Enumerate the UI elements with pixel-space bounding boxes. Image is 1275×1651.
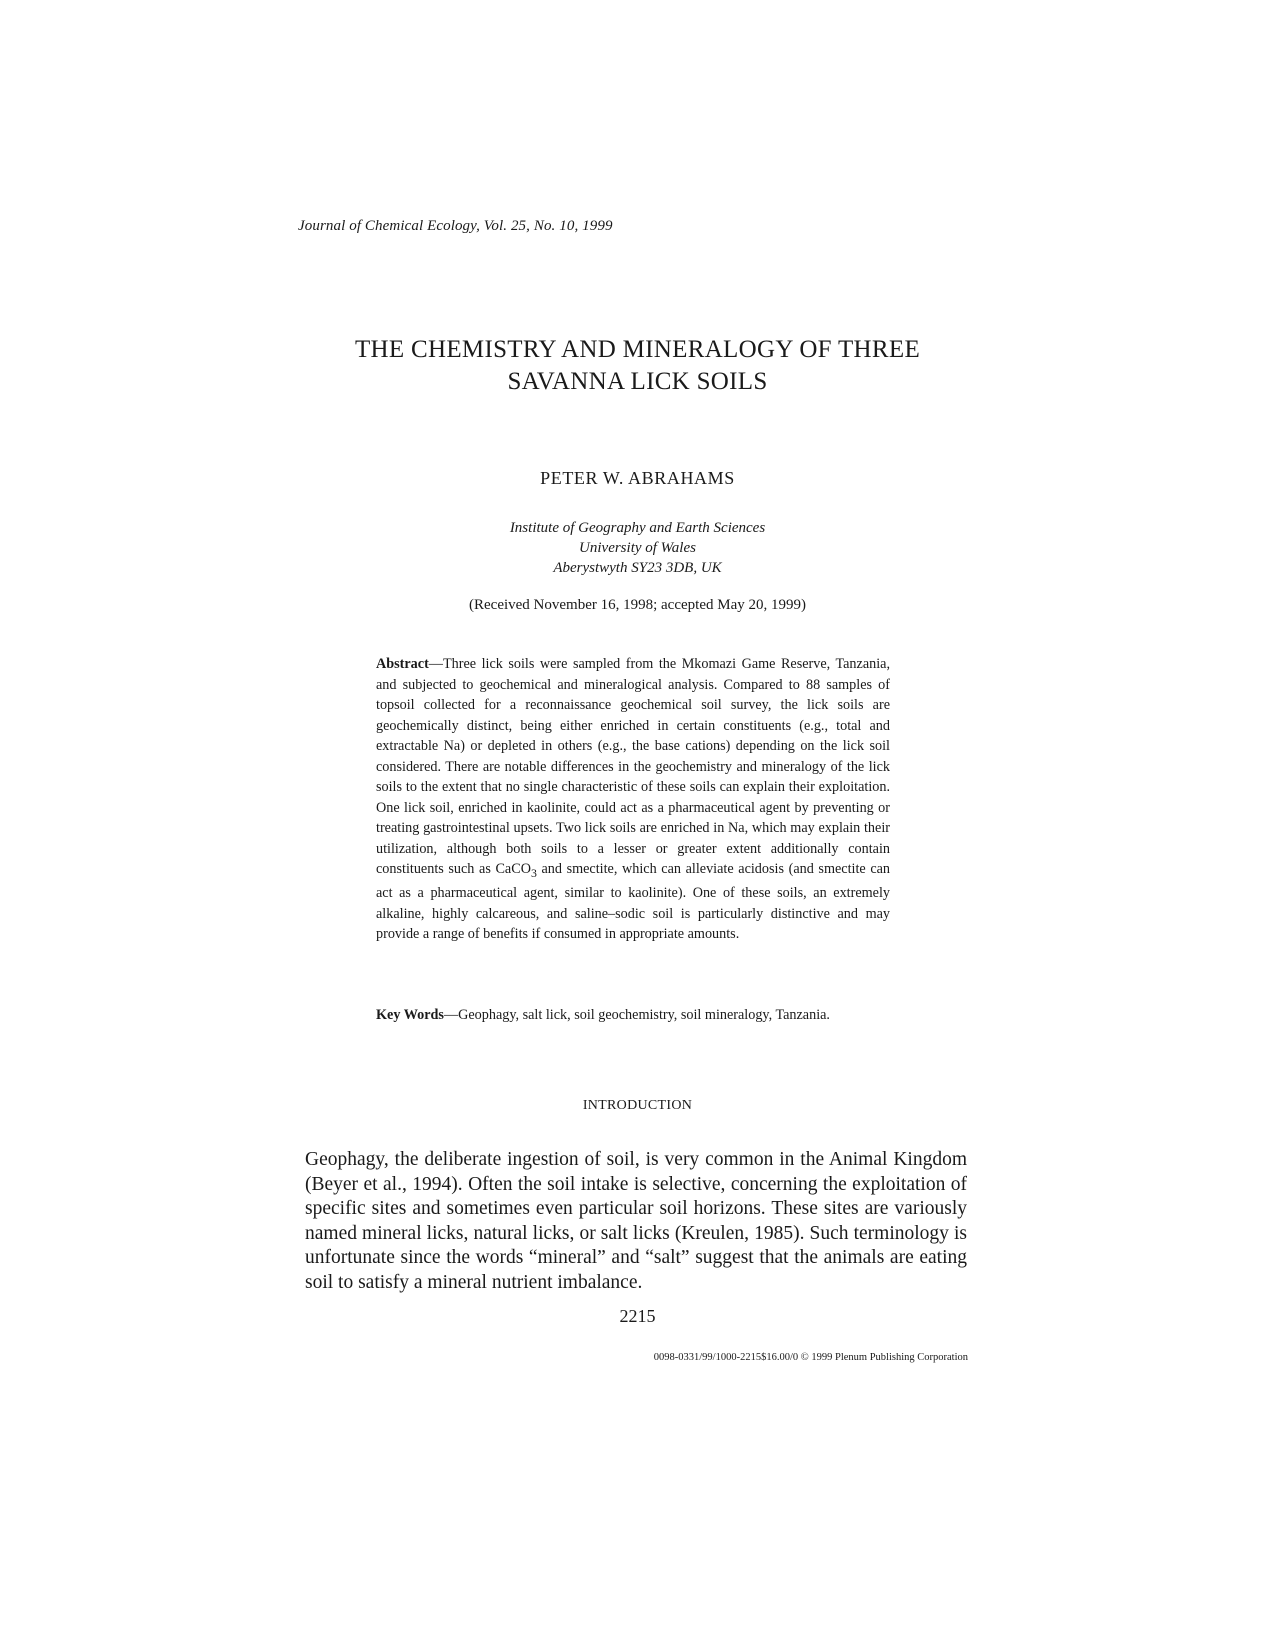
page-number: 2215 (619, 1306, 656, 1326)
key-words-text: —Geophagy, salt lick, soil geochemistry, soil mineralogy, Tanzania. (443, 1007, 830, 1023)
received-dates: (Received November 16, 1998; accepted May 20, 1999) (469, 597, 806, 613)
affiliation-line-1: Institute of Geography and Earth Sciences (509, 520, 766, 536)
affiliation-line-3: Aberystwyth SY23 3DB, UK (553, 560, 722, 576)
key-words-label: Key Words (376, 1007, 444, 1023)
abstract-formula: CaCO (495, 861, 531, 877)
affiliation (0, 518, 1275, 578)
author-name: PETER W. ABRAHAMS (540, 468, 735, 488)
section-heading-introduction: INTRODUCTION (582, 1098, 693, 1113)
key-words (376, 1005, 890, 1026)
article-title (0, 334, 1275, 398)
abstract (376, 654, 890, 945)
abstract-formula-subscript: 3 (530, 865, 537, 880)
abstract-text-part-1: —Three lick soils were sampled from the Mkomazi Game Reserve, Tanzania, and subjected to geochemical and mineralogical analysis. Compared to 88 samples of topsoil collected for a reconnaissance geochemical soil survey, the lick soils are geochemically distinct, being either enriched in certain constituents (e.g., total and extractable Na) or depleted in others (e.g., the base cations) depending on the lick soil considered. There are notable differences in the geochemistry and mineralogy of the lick soils to the extent that no single characteristic of these soils can explain their exploitation. One lick soil, enriched in kaolinite, could act as a pharmaceutical agent by preventing or treating gastrointestinal upsets. Two lick soils are enriched in Na, which may explain their utilization, although both soils to a lesser or greater extent additionally contain constituents such as (376, 656, 890, 877)
abstract-text-part-2: and smectite, which can alleviate acidosis (and smectite can act as a pharmaceutical agent, similar to kaolinite). One of these soils, an extremely alkaline, highly calcareous, and saline–sodic soil is particularly distinctive and may provide a range of benefits if consumed in appropriate amounts. (376, 861, 891, 943)
copyright-footer: 0098-0331/99/1000-2215$16.00/0 © 1999 Plenum Publishing Corporation (653, 1352, 968, 1363)
abstract-label: Abstract (376, 656, 429, 672)
title-line-1: THE CHEMISTRY AND MINERALOGY OF THREE (354, 336, 921, 363)
affiliation-line-2: University of Wales (579, 540, 696, 556)
introduction-paragraph: Geophagy, the deliberate ingestion of soil, is very common in the Animal Kingdom (Beyer et al., 1994). Often the soil intake is selective, concerning the exploitation of specific sites and sometimes even particular soil horizons. These sites are variously named mineral licks, natural licks, or salt licks (Kreulen, 1985). Such terminology is unfortunate since the words “mineral” and “salt” suggest that the animals are eating soil to satisfy a mineral nutrient imbalance. (305, 1149, 967, 1293)
title-line-2: SAVANNA LICK SOILS (507, 368, 768, 395)
journal-header: Journal of Chemical Ecology, Vol. 25, No. 10, 1999 (298, 218, 613, 234)
